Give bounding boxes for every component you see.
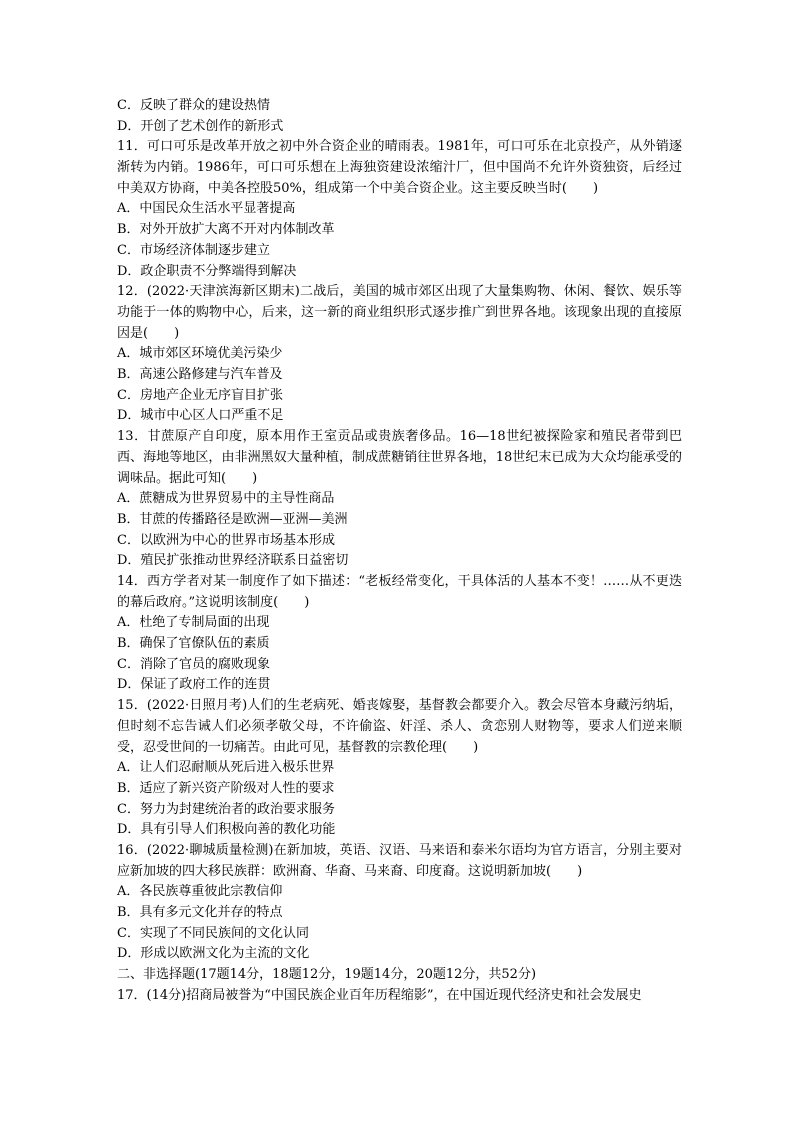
q10-option-d: D．开创了艺术创作的新形式 [117, 118, 284, 134]
question-stem: 14．西方学者对某一制度作了如下描述：“老板经常变化，干具体活的人基本不变！……从不更迭的幕后政府。”这说明该制度( ) [117, 573, 682, 610]
option-a: A．蔗糖成为世界贸易中的主导性商品 [117, 491, 335, 507]
option-a: A．中国民众生活水平显著提高 [117, 201, 296, 217]
option-b: B．对外开放扩大离不开对内体制改革 [117, 222, 335, 238]
option-c: C．房地产企业无序盲目扩张 [117, 387, 283, 403]
option-c: C．消除了官员的腐败现象 [117, 656, 270, 672]
question-17-stem: 17．(14分)招商局被誉为“中国民族企业百年历程缩影”，在中国近现代经济史和社会发展史 [117, 987, 642, 1003]
option-d: D．形成以欧洲文化为主流的文化 [117, 946, 310, 962]
option-c: C．努力为封建统治者的政治要求服务 [117, 801, 335, 817]
option-d: D．具有引导人们积极向善的教化功能 [117, 822, 336, 838]
option-c: C．市场经济体制逐步建立 [117, 242, 270, 258]
option-a: A．城市郊区环境优美污染少 [117, 346, 283, 362]
option-a: A．杜绝了专制局面的出现 [117, 615, 270, 631]
option-c: C．以欧洲为中心的世界市场基本形成 [117, 532, 335, 548]
question-11 [117, 137, 682, 282]
option-d: D．殖民扩张推动世界经济联系日益密切 [117, 553, 349, 569]
question-13 [117, 427, 682, 572]
option-a: A．让人们忍耐顺从死后进入极乐世界 [117, 760, 335, 776]
section-heading: 二、非选择题(17题14分，18题12分，19题14分，20题12分，共52分) [117, 967, 537, 983]
option-b: B．适应了新兴资产阶级对人性的要求 [117, 780, 335, 796]
option-c: C．实现了不同民族间的文化认同 [117, 925, 309, 941]
option-a: A．各民族尊重彼此宗教信仰 [117, 884, 283, 900]
question-stem: 11．可口可乐是改革开放之初中外合资企业的晴雨表。1981年，可口可乐在北京投产，从外销逐渐转为内销。1986年，可口可乐想在上海独资建设浓缩汁厂，但中国尚不允许外资独资，后经过中美双方协商，中美各控股50%，组成第一个中美合资企业。这主要反映当时( ) [117, 139, 682, 196]
question-stem: 16．(2022·聊城质量检测)在新加坡，英语、汉语、马来语和泰米尔语均为官方语言，分别主要对应新加坡的四大移民族群：欧洲裔、华裔、马来裔、印度裔。这说明新加坡( ) [117, 842, 682, 879]
question-16 [117, 841, 682, 965]
option-b: B．甘蔗的传播路径是欧洲—亚洲—美洲 [117, 511, 348, 527]
question-12 [117, 282, 682, 427]
q10-option-c: C．反映了群众的建设热情 [117, 98, 270, 113]
question-14 [117, 572, 682, 696]
option-d: D．城市中心区人口严重不足 [117, 408, 284, 424]
exam-page [117, 96, 682, 1007]
option-b: B．高速公路修建与汽车普及 [117, 367, 283, 383]
question-stem: 15．(2022·日照月考)人们的生老病死、婚丧嫁娶，基督教会都要介入。教会尽管本身藏污纳垢，但时刻不忘告诫人们必须孝敬父母，不许偷盗、奸淫、杀人、贪恋别人财物等，要求人们逆来顺受，忍受世间的一切痛苦。由此可见，基督教的宗教伦理( ) [117, 698, 682, 755]
option-d: D．保证了政府工作的连贯 [117, 677, 271, 693]
question-stem: 13．甘蔗原产自印度，原本用作王室贡品或贵族奢侈品。16—18世纪被探险家和殖民者带到巴西、海地等地区，由非洲黑奴大量种植，制成蔗糖销往世界各地，18世纪末已成为大众均能承受的调味品。据此可知( ) [117, 429, 682, 486]
option-b: B．确保了官僚队伍的素质 [117, 636, 270, 652]
option-d: D．政企职责不分弊端得到解决 [117, 263, 297, 279]
option-b: B．具有多元文化并存的特点 [117, 905, 283, 921]
question-15 [117, 696, 682, 841]
question-stem: 12．(2022·天津滨海新区期末)二战后，美国的城市郊区出现了大量集购物、休闲、餐饮、娱乐等功能于一体的购物中心，后来，这一新的商业组织形式逐步推广到世界各地。该现象出现的直接原因是( ) [117, 284, 682, 341]
